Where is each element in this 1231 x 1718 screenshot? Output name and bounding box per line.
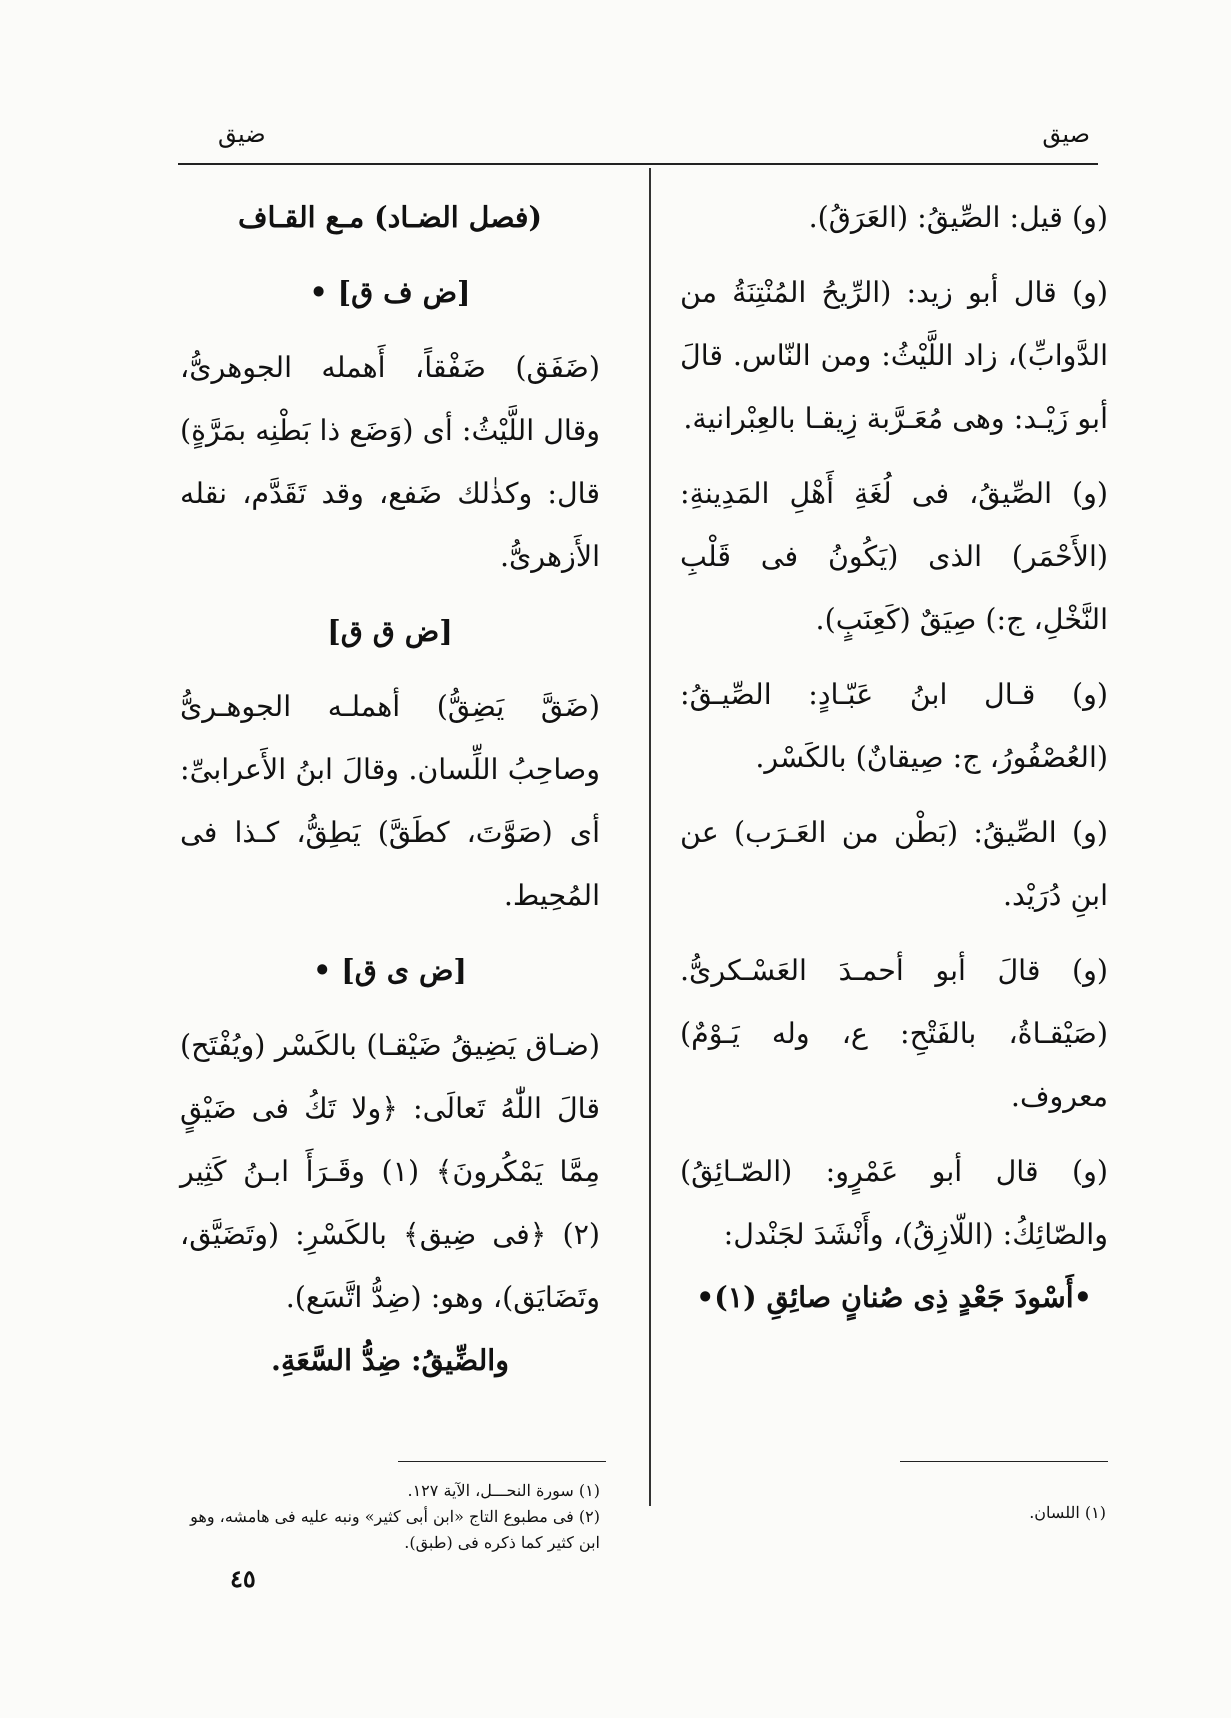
entry-paragraph: (و) الصِّيقُ، فى لُغَةِ أَهْلِ المَدِينةِ: (الأَحْمَر) الذى (يَكُونُ فى قَلْبِ النَّخْلِ، ج:) صِيَقٌ (كَعِنَبٍ). bbox=[680, 477, 1108, 636]
entry-paragraph: (و) الصِّيقُ: (بَطْن من العَـرَب) عن ابنِ دُرَيْد. bbox=[680, 816, 1108, 912]
section-heading: (فصل الضـاد) مـع القـاف bbox=[237, 200, 543, 234]
footnote: (١) اللسان. bbox=[1029, 1503, 1106, 1522]
entry-paragraph: (و) قال أبو زيد: (الرِّيحُ المُنْتِنَةُ من الدَّوابِّ)، زاد اللَّيْثُ: ومن النّاس. قالَ أبو زَيْـد: وهى مُعَـرَّبة زِيقـا بالعِبْرانية. bbox=[680, 276, 1108, 435]
entry-paragraph: (و) قالَ أبو أحمـدَ العَسْـكرىُّ. (صَيْقـاةُ، بالفَتْحِ: ع، وله يَـوْمٌ) معروف. bbox=[680, 954, 1108, 1113]
entry-paragraph: (ضَقَّ يَضِقُّ) أهملـه الجوهـرىُّ وصاحِبُ اللِّسان. وقالَ ابنُ الأَعرابىِّ: أى (صَوَّتَ، كطَقَّ) يَطِقُّ، كـذا فى المُحِيط. bbox=[180, 690, 600, 912]
footnote-rule-left bbox=[398, 1461, 606, 1462]
entry-paragraph: (ضَفَق) ضَفْقاً، أَهمله الجوهرىُّ، وقال اللَّيْثُ: أى (وَضَع ذا بَطْنِه بمَرَّةٍ) قال: وكذٰلك ضَفع، وقد تَقَدَّم، نقله الأَزهرىُّ. bbox=[180, 351, 600, 573]
root-heading: [ض ى ق] • bbox=[313, 953, 467, 987]
left-column bbox=[180, 186, 600, 1392]
running-head-right: صيق bbox=[1042, 120, 1090, 148]
column-divider bbox=[649, 168, 651, 1506]
entry-paragraph: (و) قيل: الصِّيقُ: (العَرَقُ). bbox=[808, 201, 1108, 234]
entry-paragraph: (و) قـال ابنُ عَبّـادٍ: الصِّيـقُ: (العُصْفُورُ، ج: صِيقانٌ) بالكَسْر. bbox=[680, 678, 1108, 774]
footnote: (٢) فى مطبوع التاج «ابن أبى كثير» ونبه عليه فى هامشه، وهو ابن كثير كما ذكره فى (طبق). bbox=[190, 1507, 600, 1552]
footnote: (١) سورة النحـــل، الآية ١٢٧. bbox=[407, 1481, 600, 1500]
verse-line: •أَسْودَ جَعْدٍ ذِى صُنانٍ صائِقِ (١)• bbox=[696, 1280, 1092, 1314]
entry-paragraph: (ضـاق يَضِيقُ ضَيْقـا) بالكَسْر (ويُفْتَح) قالَ اللّٰهُ تَعالَى: ﴿ولا تَكُ فى ضَيْقٍ مِمَّا يَمْكُرونَ﴾ (١) وقَـرَأَ ابـنُ كَثِير (٢) ﴿فى ضِيق﴾ بالكَسْرِ: (وتَضَيَّق، وتَضَايَق)، وهو: (ضِدُّ اتَّسَع). bbox=[180, 1029, 600, 1314]
running-head-left: ضيق bbox=[218, 120, 266, 148]
footnotes-right bbox=[780, 1500, 1106, 1526]
root-heading: [ض ف ق] • bbox=[309, 275, 471, 309]
entry-paragraph: (و) قال أبو عَمْرٍو: (الصّـائِقُ) والصّائِكُ: (اللّازِقُ)، وأَنْشَدَ لجَنْدل: bbox=[680, 1155, 1108, 1251]
page-number: ٤٥ bbox=[230, 1564, 256, 1593]
root-heading: [ض ق ق] bbox=[327, 614, 453, 648]
footnote-rule-right bbox=[900, 1461, 1108, 1462]
header-rule bbox=[178, 163, 1098, 165]
entry-paragraph: والضِّيقُ: ضِدُّ السَّعَةِ. bbox=[271, 1343, 509, 1377]
right-column bbox=[680, 186, 1108, 1329]
footnotes-left bbox=[180, 1478, 600, 1556]
